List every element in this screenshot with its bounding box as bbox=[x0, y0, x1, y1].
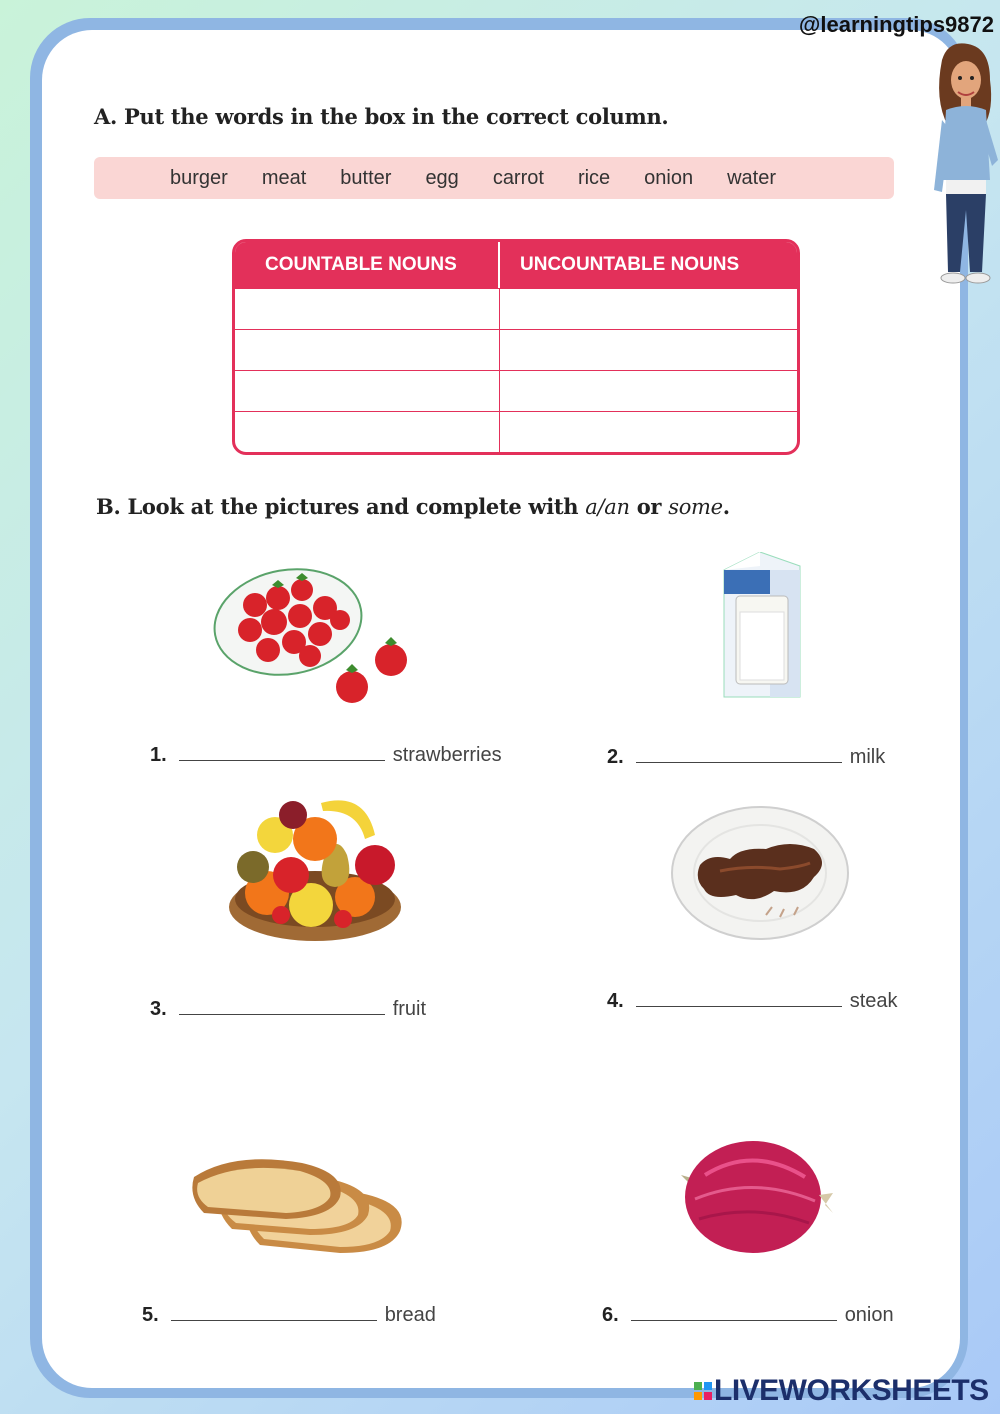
exercise-item-6 bbox=[602, 1302, 894, 1327]
heading-text: or bbox=[629, 494, 669, 519]
logo-grid-icon bbox=[694, 1382, 712, 1400]
item-word: strawberries bbox=[392, 744, 502, 766]
item-number: 4. bbox=[607, 990, 624, 1012]
uncountable-cell[interactable] bbox=[500, 371, 797, 411]
word-chip: carrot bbox=[492, 166, 544, 189]
uncountable-cell[interactable] bbox=[500, 330, 797, 370]
item-word: onion bbox=[844, 1304, 894, 1326]
item-word: bread bbox=[384, 1304, 436, 1326]
onion-image bbox=[675, 1135, 835, 1260]
item-word: steak bbox=[849, 990, 898, 1012]
uncountable-header: UNCOUNTABLE NOUNS bbox=[520, 254, 740, 275]
answer-blank[interactable] bbox=[636, 988, 842, 1007]
brand-name: LIVEWORKSHEETS bbox=[714, 1374, 989, 1407]
exercise-item-1 bbox=[150, 742, 502, 767]
answer-blank[interactable] bbox=[631, 1302, 837, 1321]
answer-blank[interactable] bbox=[179, 996, 385, 1015]
nouns-table bbox=[232, 239, 800, 455]
answer-blank[interactable] bbox=[171, 1302, 377, 1321]
fruit-basket-image bbox=[225, 795, 405, 945]
exercise-item-5 bbox=[142, 1302, 436, 1327]
exercise-item-3 bbox=[150, 996, 426, 1021]
milk-image bbox=[716, 552, 804, 702]
table-row bbox=[235, 411, 797, 452]
word-chip: rice bbox=[577, 166, 611, 189]
countable-cell[interactable] bbox=[235, 412, 500, 452]
item-number: 1. bbox=[150, 744, 167, 766]
item-number: 5. bbox=[142, 1304, 159, 1326]
steak-image bbox=[670, 805, 852, 943]
answer-blank[interactable] bbox=[636, 744, 842, 763]
heading-text: B. Look at the pictures and complete with bbox=[96, 494, 586, 519]
section-a-heading: A. Put the words in the box in the correct column. bbox=[94, 104, 669, 129]
author-handle: @learningtips9872 bbox=[798, 12, 994, 37]
word-box bbox=[94, 157, 894, 199]
answer-blank[interactable] bbox=[179, 742, 385, 761]
table-row bbox=[235, 370, 797, 411]
bread-image bbox=[190, 1135, 410, 1260]
word-chip: onion bbox=[644, 166, 694, 189]
countable-cell[interactable] bbox=[235, 330, 500, 370]
table-row bbox=[235, 329, 797, 370]
heading-em-some: some bbox=[668, 495, 723, 519]
item-number: 6. bbox=[602, 1304, 619, 1326]
item-number: 3. bbox=[150, 998, 167, 1020]
word-chip: egg bbox=[425, 166, 459, 189]
exercise-item-4 bbox=[607, 988, 898, 1013]
heading-em-a-an: a/an bbox=[585, 495, 630, 519]
nouns-table-header bbox=[235, 242, 797, 288]
item-word: fruit bbox=[392, 998, 427, 1020]
word-chip: water bbox=[727, 166, 777, 189]
countable-cell[interactable] bbox=[235, 371, 500, 411]
uncountable-cell[interactable] bbox=[500, 412, 797, 452]
teacher-avatar bbox=[928, 40, 1000, 290]
section-b-heading bbox=[96, 494, 730, 519]
table-row bbox=[235, 288, 797, 329]
countable-header: COUNTABLE NOUNS bbox=[235, 242, 500, 288]
item-word: milk bbox=[849, 746, 886, 768]
heading-text: . bbox=[722, 494, 730, 519]
uncountable-cell[interactable] bbox=[500, 289, 797, 329]
countable-cell[interactable] bbox=[235, 289, 500, 329]
liveworksheets-logo[interactable] bbox=[694, 1374, 989, 1408]
exercise-item-2 bbox=[607, 744, 885, 769]
word-chip: butter bbox=[340, 166, 392, 189]
strawberries-image bbox=[210, 560, 420, 710]
word-chip: meat bbox=[261, 166, 307, 189]
word-chip: burger bbox=[170, 166, 228, 189]
item-number: 2. bbox=[607, 746, 624, 768]
